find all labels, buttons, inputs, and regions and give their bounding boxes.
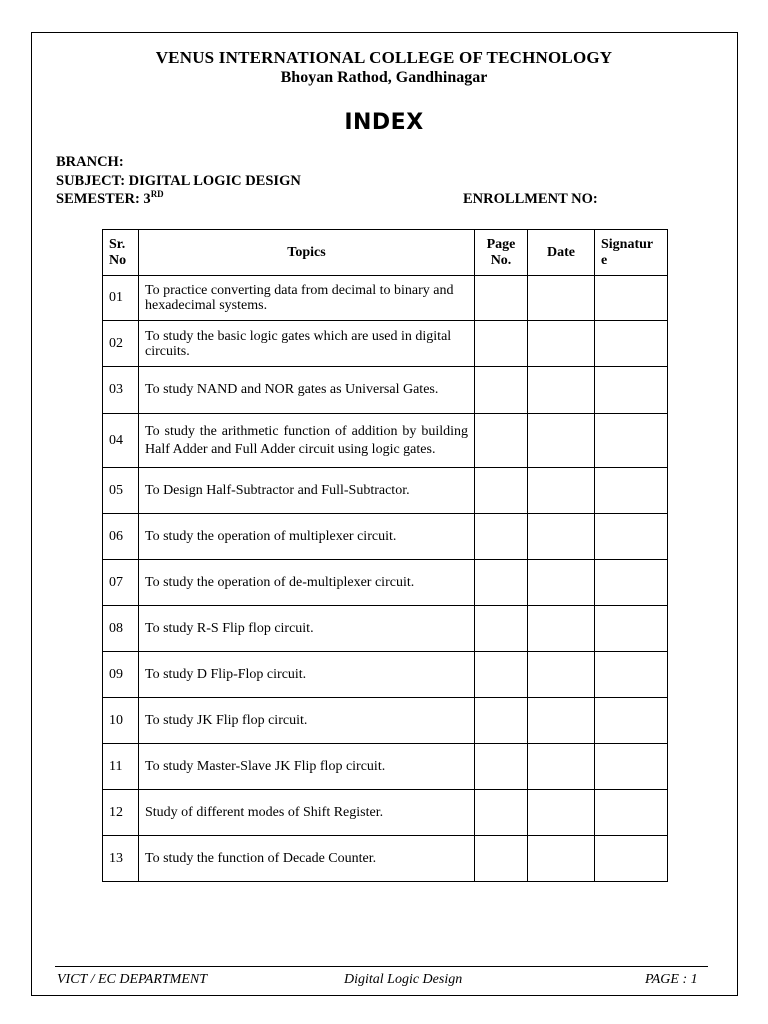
table-row bbox=[103, 321, 668, 367]
row-number: 12 bbox=[103, 790, 139, 836]
header-topics: Topics bbox=[139, 230, 475, 276]
row-page-cell bbox=[475, 414, 528, 468]
row-topic: To study the operation of multiplexer circuit. bbox=[139, 514, 475, 560]
row-page-cell bbox=[475, 560, 528, 606]
row-number: 02 bbox=[103, 321, 139, 367]
enrollment-label: ENROLLMENT NO: bbox=[463, 191, 598, 207]
row-signature-cell bbox=[595, 698, 668, 744]
row-date-cell bbox=[528, 367, 595, 414]
header-sr-no: Sr. No bbox=[103, 230, 139, 276]
row-topic: To study the arithmetic function of addition by building Half Adder and Full Adder circuit using logic gates. bbox=[139, 414, 475, 468]
table-row bbox=[103, 698, 668, 744]
semester-label bbox=[56, 191, 164, 208]
index-table bbox=[102, 229, 668, 882]
semester-suffix: RD bbox=[150, 189, 164, 199]
table-row bbox=[103, 414, 668, 468]
row-signature-cell bbox=[595, 367, 668, 414]
row-page-cell bbox=[475, 276, 528, 321]
table-row bbox=[103, 790, 668, 836]
row-topic: To study Master-Slave JK Flip flop circuit. bbox=[139, 744, 475, 790]
branch-label: BRANCH: bbox=[56, 154, 124, 170]
row-topic: To study JK Flip flop circuit. bbox=[139, 698, 475, 744]
row-page-cell bbox=[475, 468, 528, 514]
row-signature-cell bbox=[595, 790, 668, 836]
row-date-cell bbox=[528, 652, 595, 698]
row-date-cell bbox=[528, 836, 595, 882]
row-signature-cell bbox=[595, 514, 668, 560]
row-date-cell bbox=[528, 560, 595, 606]
row-topic: Study of different modes of Shift Register. bbox=[139, 790, 475, 836]
row-date-cell bbox=[528, 606, 595, 652]
row-signature-cell bbox=[595, 652, 668, 698]
row-number: 03 bbox=[103, 367, 139, 414]
row-signature-cell bbox=[595, 414, 668, 468]
row-number: 06 bbox=[103, 514, 139, 560]
row-date-cell bbox=[528, 790, 595, 836]
college-name: VENUS INTERNATIONAL COLLEGE OF TECHNOLOGY bbox=[155, 48, 613, 67]
header-signature: Signatur e bbox=[595, 230, 668, 276]
row-signature-cell bbox=[595, 276, 668, 321]
table-row bbox=[103, 367, 668, 414]
row-signature-cell bbox=[595, 560, 668, 606]
row-number: 13 bbox=[103, 836, 139, 882]
row-signature-cell bbox=[595, 606, 668, 652]
row-date-cell bbox=[528, 698, 595, 744]
row-topic: To study R-S Flip flop circuit. bbox=[139, 606, 475, 652]
row-date-cell bbox=[528, 468, 595, 514]
table-row bbox=[103, 744, 668, 790]
row-number: 08 bbox=[103, 606, 139, 652]
table-row bbox=[103, 560, 668, 606]
row-number: 09 bbox=[103, 652, 139, 698]
row-page-cell bbox=[475, 652, 528, 698]
row-number: 10 bbox=[103, 698, 139, 744]
row-date-cell bbox=[528, 514, 595, 560]
row-page-cell bbox=[475, 744, 528, 790]
row-page-cell bbox=[475, 321, 528, 367]
row-number: 01 bbox=[103, 276, 139, 321]
row-signature-cell bbox=[595, 321, 668, 367]
row-date-cell bbox=[528, 744, 595, 790]
row-topic: To study the basic logic gates which are used in digital circuits. bbox=[139, 321, 475, 367]
header-date: Date bbox=[528, 230, 595, 276]
row-date-cell bbox=[528, 414, 595, 468]
row-page-cell bbox=[475, 514, 528, 560]
row-topic: To study the function of Decade Counter. bbox=[139, 836, 475, 882]
row-topic: To study NAND and NOR gates as Universal Gates. bbox=[139, 367, 475, 414]
row-page-cell bbox=[475, 790, 528, 836]
row-topic: To study D Flip-Flop circuit. bbox=[139, 652, 475, 698]
row-signature-cell bbox=[595, 468, 668, 514]
subject-label: SUBJECT: DIGITAL LOGIC DESIGN bbox=[56, 173, 301, 189]
table-header-row bbox=[103, 230, 668, 276]
row-topic: To Design Half-Subtractor and Full-Subtractor. bbox=[139, 468, 475, 514]
table-row bbox=[103, 276, 668, 321]
row-date-cell bbox=[528, 276, 595, 321]
row-page-cell bbox=[475, 836, 528, 882]
row-topic: To study the operation of de-multiplexer circuit. bbox=[139, 560, 475, 606]
row-topic: To practice converting data from decimal to binary and hexadecimal systems. bbox=[139, 276, 475, 321]
footer-page-number: PAGE : 1 bbox=[645, 972, 698, 987]
table-row bbox=[103, 606, 668, 652]
row-page-cell bbox=[475, 367, 528, 414]
row-number: 07 bbox=[103, 560, 139, 606]
row-signature-cell bbox=[595, 836, 668, 882]
row-number: 05 bbox=[103, 468, 139, 514]
row-number: 04 bbox=[103, 414, 139, 468]
table-row bbox=[103, 514, 668, 560]
semester-text: SEMESTER: 3 bbox=[56, 191, 151, 207]
header-page-no: Page No. bbox=[475, 230, 528, 276]
table-row bbox=[103, 836, 668, 882]
page-title: INDEX bbox=[344, 110, 424, 135]
row-date-cell bbox=[528, 321, 595, 367]
footer-department: VICT / EC DEPARTMENT bbox=[57, 972, 208, 987]
row-number: 11 bbox=[103, 744, 139, 790]
row-signature-cell bbox=[595, 744, 668, 790]
table-row bbox=[103, 652, 668, 698]
table-row bbox=[103, 468, 668, 514]
row-page-cell bbox=[475, 698, 528, 744]
footer-divider bbox=[55, 966, 708, 967]
college-location: Bhoyan Rathod, Gandhinagar bbox=[280, 69, 488, 86]
footer-subject: Digital Logic Design bbox=[344, 972, 463, 987]
row-page-cell bbox=[475, 606, 528, 652]
